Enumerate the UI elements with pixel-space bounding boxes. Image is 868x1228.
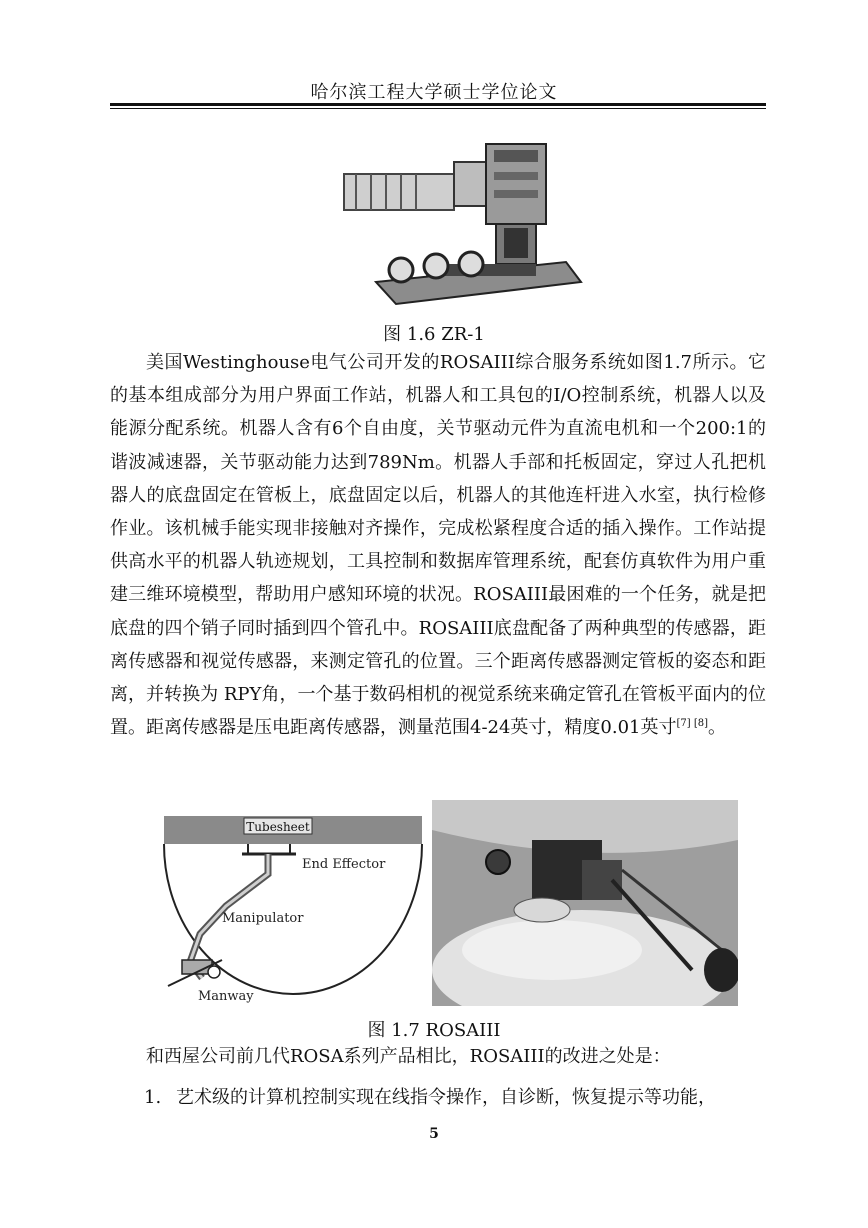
running-header: 哈尔滨工程大学硕士学位论文 (310, 82, 558, 103)
label-manway: Manway (198, 989, 254, 1004)
label-end-effector: End Effector (302, 857, 386, 872)
list-item (110, 1083, 766, 1109)
page-number: 5 (429, 1126, 439, 1142)
paragraph-end-punctuation: 。 (708, 717, 727, 739)
header-rule-thin (110, 108, 766, 109)
body-paragraph-2 (110, 1040, 766, 1073)
figure-1-6-caption: 图 1.6 ZR-1 (383, 324, 485, 345)
citation-reference: [7] [8] (676, 718, 709, 730)
list-number: 1. (144, 1087, 162, 1108)
list-item-text: 艺术级的计算机控制实现在线指令操作，自诊断，恢复提示等功能， (176, 1087, 716, 1108)
figure-1-7-caption: 图 1.7 ROSAIII (367, 1020, 501, 1041)
paragraph-text: 和西屋公司前几代ROSA系列产品相比，ROSAIII的改进之处是： (146, 1046, 671, 1067)
zr1-robot-photo (336, 132, 586, 312)
label-tubesheet: Tubesheet (246, 820, 310, 834)
rosa-schematic-diagram (162, 810, 424, 1006)
rosa-robot-photo (432, 800, 738, 1006)
body-paragraph (110, 346, 766, 744)
label-manipulator: Manipulator (222, 911, 304, 926)
paragraph-text: 美国Westinghouse电气公司开发的ROSAIII综合服务系统如图1.7所示。它的基本组成部分为用户界面工作站，机器人和工具包的I/O控制系统，机器人以及能源分配系统。机器人含有6个自由度，关节驱动元件为直流电机和一个200:1的谐波减速器，关节驱动能力达到789Nm。机器人手部和托板固定，穿过人孔把机器人的底盘固定在管板上，底盘固定以后，机器人的其他连杆进入水室，执行检修作业。该机械手能实现非接触对齐操作，完成松紧程度合适的插入操作。工作站提供高水平的机器人轨迹规划，工具控制和数据库管理系统，配套仿真软件为用户重建三维环境模型，帮助用户感知环境的状况。ROSAIII最困难的一个任务，就是把底盘的四个销子同时插到四个管孔中。ROSAIII底盘配备了两种典型的传感器，距离传感器和视觉传感器，来测定管孔的位置。三个距离传感器测定管板的姿态和距离，并转换为 RPY角，一个基于数码相机的视觉系统来确定管孔在管板平面内的位置。距离传感器是压电距离传感器，测量范围4-24英寸，精度0.01英寸 (110, 352, 766, 739)
header-rule-thick (110, 103, 766, 106)
